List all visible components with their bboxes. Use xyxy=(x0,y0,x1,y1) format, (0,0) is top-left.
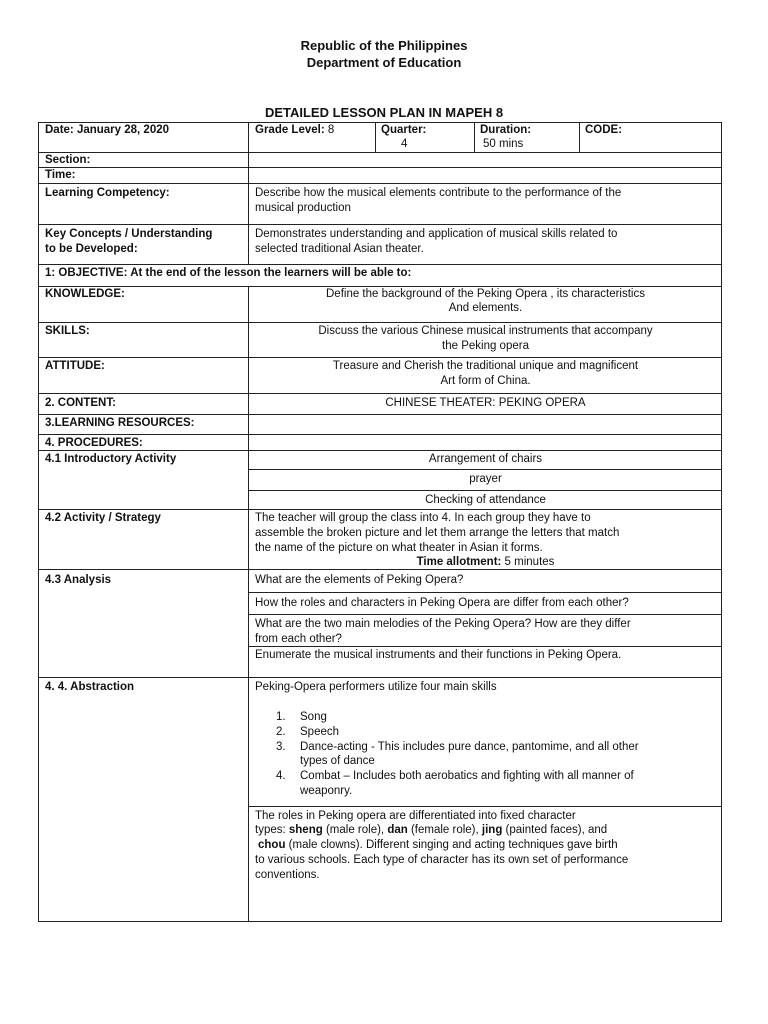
attitude-line-2: Art form of China. xyxy=(440,375,531,387)
duration-value: 50 mins xyxy=(483,138,524,150)
skills-line-1: Discuss the various Chinese musical instruments that accompany xyxy=(318,325,653,337)
analysis-question-2: How the roles and characters in Peking Opera are differ from each other? xyxy=(255,597,629,609)
activity-label: 4.2 Activity / Strategy xyxy=(45,512,161,524)
skill-number: 3. xyxy=(276,741,286,753)
grade-value: 8 xyxy=(327,124,335,136)
skill-item-continued: weaponry. xyxy=(300,785,353,797)
abstraction-intro: Peking-Opera performers utilize four main skills xyxy=(255,681,497,693)
key-concepts-label-2: to be Developed: xyxy=(45,243,138,255)
content-value: CHINESE THEATER: PEKING OPERA xyxy=(385,397,586,409)
analysis-question-3b: from each other? xyxy=(255,633,342,645)
intro-item: Arrangement of chairs xyxy=(428,453,543,465)
competency-label: Learning Competency: xyxy=(45,187,170,199)
skill-number: 1. xyxy=(276,711,286,723)
activity-line-1: The teacher will group the class into 4. In each group they have to xyxy=(255,512,591,524)
grade-label: Grade Level: xyxy=(255,124,325,136)
procedures-heading: 4. PROCEDURES: xyxy=(45,437,143,449)
skill-item: Dance-acting - This includes pure dance, pantomime, and all other xyxy=(300,741,639,753)
role-sheng: sheng xyxy=(288,824,323,836)
activity-line-3: the name of the picture on what theater in Asian it forms. xyxy=(255,542,543,554)
section-label: Section: xyxy=(45,154,91,166)
attitude-label: ATTITUDE: xyxy=(45,360,105,372)
skill-item: Combat – Includes both aerobatics and fighting with all manner of xyxy=(300,770,634,782)
time-allotment-value: 5 minutes xyxy=(501,556,555,568)
knowledge-label: KNOWLEDGE: xyxy=(45,288,125,300)
analysis-label: 4.3 Analysis xyxy=(45,574,112,586)
knowledge-line-2: And elements. xyxy=(448,302,523,314)
intro-activity-label: 4.1 Introductory Activity xyxy=(45,453,177,465)
roles-line-1: The roles in Peking opera are differentiated into fixed character xyxy=(255,810,576,822)
key-concepts-label-1: Key Concepts / Understanding xyxy=(45,228,213,240)
skill-item-continued: types of dance xyxy=(300,755,375,767)
skill-item: Song xyxy=(300,711,327,723)
skill-number: 4. xyxy=(276,770,286,782)
roles-line-5: conventions. xyxy=(255,869,320,881)
quarter-value: 4 xyxy=(401,138,408,150)
role-dan: dan xyxy=(387,824,408,836)
knowledge-line-1: Define the background of the Peking Opera , its characteristics xyxy=(326,288,645,300)
time-allotment xyxy=(249,555,722,570)
objective-heading: 1: OBJECTIVE: At the end of the lesson the learners will be able to: xyxy=(45,267,412,279)
republic-heading: Republic of the Philippines xyxy=(300,38,468,53)
duration-label: Duration: xyxy=(480,124,532,136)
quarter-label: Quarter: xyxy=(381,124,427,136)
skills-line-2: the Peking opera xyxy=(442,340,529,352)
role-chou: chou xyxy=(258,839,286,851)
intro-item: prayer xyxy=(469,473,502,485)
analysis-question-1: What are the elements of Peking Opera? xyxy=(255,574,464,586)
skills-label: SKILLS: xyxy=(45,325,90,337)
attitude-line-1: Treasure and Cherish the traditional unique and magnificent xyxy=(332,360,639,372)
time-label: Time: xyxy=(45,169,76,181)
skill-number: 2. xyxy=(276,726,286,738)
roles-line-2: types: sheng (male role), dan (female role), jing (painted faces), and xyxy=(255,824,608,836)
skill-item: Speech xyxy=(300,726,340,738)
grade-level-cell xyxy=(255,123,334,138)
department-heading: Department of Education xyxy=(306,55,462,70)
role-jing: jing xyxy=(481,824,503,836)
date-label: Date: January 28, 2020 xyxy=(45,124,170,136)
analysis-question-4: Enumerate the musical instruments and their functions in Peking Opera. xyxy=(255,649,622,661)
code-label: CODE: xyxy=(585,124,623,136)
resources-label: 3.LEARNING RESOURCES: xyxy=(45,417,195,429)
key-concepts-line-2: selected traditional Asian theater. xyxy=(255,243,424,255)
intro-item: Checking of attendance xyxy=(425,494,546,506)
content-label: 2. CONTENT: xyxy=(45,397,116,409)
competency-line-2: musical production xyxy=(255,202,351,214)
document-title: DETAILED LESSON PLAN IN MAPEH 8 xyxy=(264,105,504,120)
analysis-question-3a: What are the two main melodies of the Peking Opera? How are they differ xyxy=(255,618,631,630)
roles-line-4: to various schools. Each type of character has its own set of performance xyxy=(255,854,629,866)
key-concepts-line-1: Demonstrates understanding and application of musical skills related to xyxy=(255,228,618,240)
time-allotment-label: Time allotment: xyxy=(416,556,502,568)
activity-line-2: assemble the broken picture and let them arrange the letters that match xyxy=(255,527,620,539)
competency-line-1: Describe how the musical elements contribute to the performance of the xyxy=(255,187,622,199)
abstraction-label: 4. 4. Abstraction xyxy=(45,681,135,693)
roles-line-3: chou (male clowns). Different singing and acting techniques gave birth xyxy=(258,839,618,851)
